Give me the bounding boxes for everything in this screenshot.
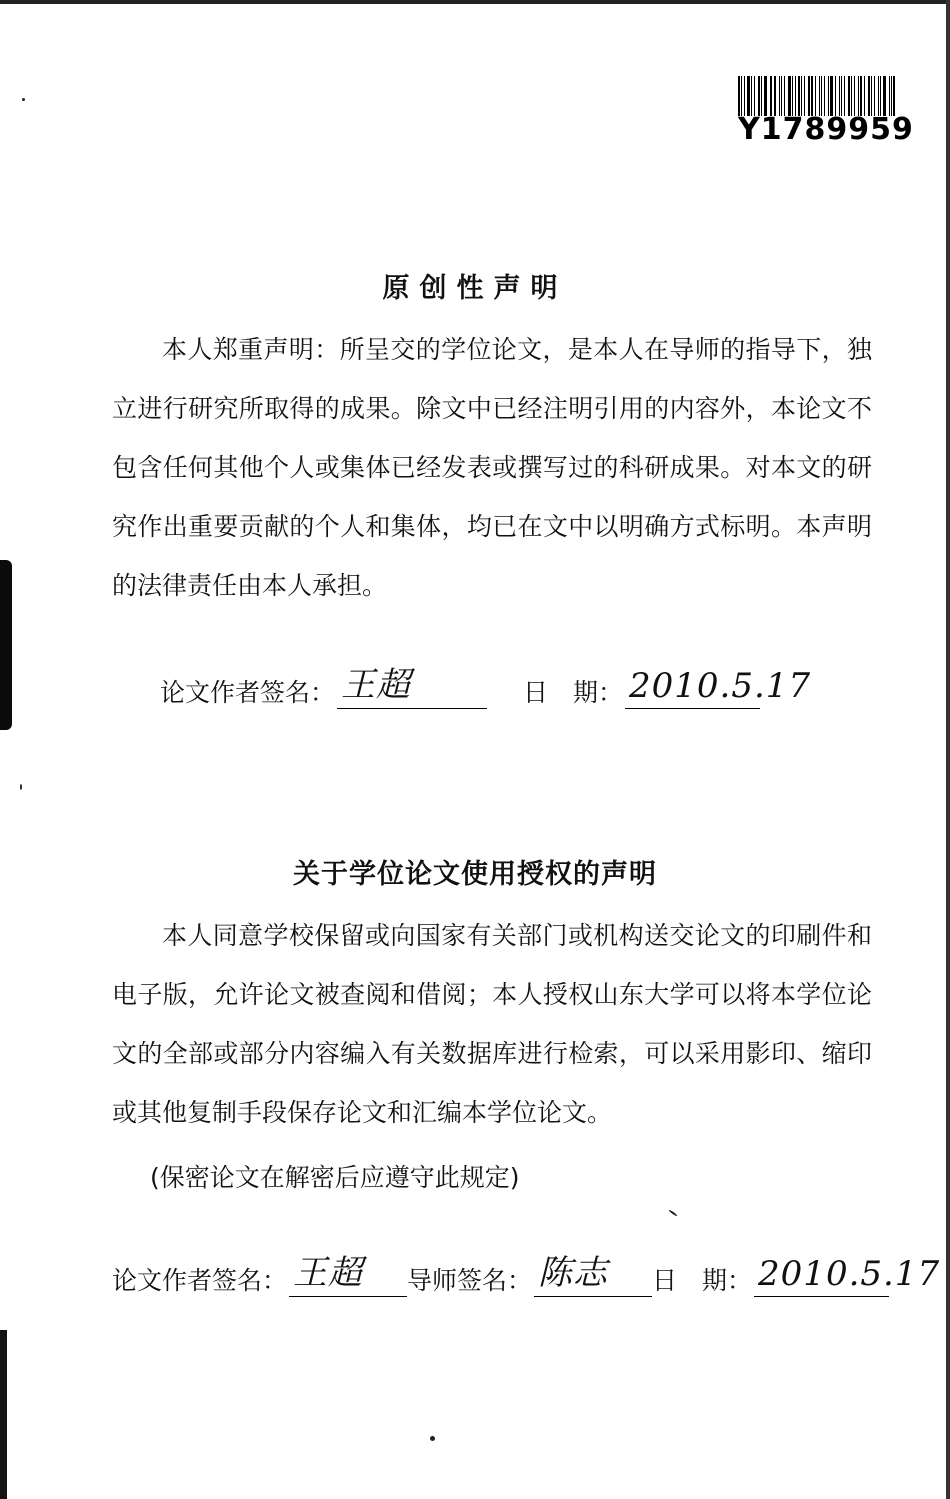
- barcode-bar: [770, 76, 771, 116]
- barcode-bar: [811, 76, 813, 116]
- advisor-sign-label: 导师签名：: [407, 1266, 533, 1295]
- barcode-bar: [761, 76, 762, 116]
- barcode-bar: [779, 76, 780, 116]
- scan-edge-top: [0, 0, 950, 4]
- barcode-bar: [781, 76, 782, 116]
- authorization-signature-row: [112, 1253, 941, 1297]
- barcode-bar: [801, 76, 802, 116]
- authorization-declaration-body: 本人同意学校保留或向国家有关部门或机构送交论文的印刷件和电子版，允许论文被查阅和借阅；本人授权山东大学可以将本学位论文的全部或部分内容编入有关数据库进行检索，可以采用影印、缩印或其他复制手段保存论文和汇编本学位论文。: [112, 921, 872, 1127]
- barcode-bar: [819, 76, 820, 116]
- barcode-bar: [860, 76, 863, 116]
- date-line: [754, 1254, 941, 1297]
- barcode-bar: [738, 76, 740, 116]
- scan-edge-right: [946, 0, 950, 1499]
- scan-speck: [20, 784, 22, 790]
- barcode-bar: [788, 76, 791, 116]
- date-value: 2010.5.17: [758, 1254, 941, 1294]
- barcode-bar: [851, 76, 853, 116]
- barcode-bar: [784, 76, 786, 116]
- advisor-signature: 陈志: [538, 1253, 609, 1293]
- barcode-bar: [878, 76, 880, 116]
- barcode-number: Y1789959: [738, 112, 914, 147]
- barcode-bar: [828, 76, 829, 116]
- barcode-bar: [744, 76, 745, 116]
- barcode-bar: [871, 76, 872, 116]
- barcode-bar: [751, 76, 752, 116]
- barcode-bar: [774, 76, 776, 116]
- author-sign-label: 论文作者签名：: [160, 678, 336, 707]
- author-signature-line: [337, 665, 487, 709]
- author-signature: 王超: [293, 1253, 364, 1293]
- scan-speck: [668, 1209, 677, 1216]
- barcode-bar: [883, 76, 886, 116]
- scan-speck: [430, 1436, 435, 1441]
- originality-signature-row: [160, 665, 812, 709]
- barcode-bar: [854, 76, 855, 116]
- date-label: 日 期：: [652, 1266, 753, 1295]
- barcode-bar: [841, 76, 842, 116]
- barcode-bar: [868, 76, 870, 116]
- barcode-bar: [864, 76, 865, 116]
- barcode-bar: [792, 76, 793, 116]
- barcode-bar: [808, 76, 811, 116]
- scan-edge-left-lower: [0, 1330, 7, 1499]
- barcode-bar: [758, 76, 760, 116]
- barcode-bar: [844, 76, 845, 116]
- barcode-bar: [764, 76, 767, 116]
- barcode-bar: [891, 76, 892, 116]
- barcode-bar: [804, 76, 805, 116]
- originality-declaration-body: 本人郑重声明：所呈交的学位论文，是本人在导师的指导下，独立进行研究所取得的成果。除文中已经注明引用的内容外，本论文不包含任何其他个人或集体已经发表或撰写过的科研成果。对本文的研究作出重要贡献的个人和集体，均已在文中以明确方式标明。本声明的法律责任由本人承担。: [112, 335, 872, 600]
- barcode-bar: [821, 76, 823, 116]
- barcode-bar: [795, 76, 796, 116]
- barcode-bar: [858, 76, 859, 116]
- author-sign-label: 论文作者签名：: [112, 1266, 288, 1295]
- advisor-signature-line: [534, 1253, 652, 1297]
- barcode-bar: [798, 76, 800, 116]
- barcode-bar: [741, 76, 742, 116]
- barcode-bar: [830, 76, 833, 116]
- scan-edge-left: [0, 560, 12, 730]
- barcode-bar: [815, 76, 816, 116]
- date-value: 2010.5.17: [629, 666, 812, 706]
- barcode-bar: [771, 76, 772, 116]
- barcode-bar: [874, 76, 875, 116]
- barcode-bar: [889, 76, 890, 116]
- barcode-bar: [893, 76, 895, 116]
- originality-declaration-title: 原创性声明: [382, 273, 568, 304]
- scan-speck: [22, 98, 25, 101]
- barcode-bar: [880, 76, 881, 116]
- author-signature: 王超: [341, 665, 412, 705]
- author-signature-line: [289, 1253, 407, 1297]
- date-label: 日 期：: [523, 678, 624, 707]
- barcode-bar: [848, 76, 850, 116]
- barcode-bar: [747, 76, 750, 116]
- barcode: [738, 68, 914, 147]
- barcode-bar: [835, 76, 836, 116]
- barcode-bar: [824, 76, 825, 116]
- barcode-bars: [738, 68, 898, 116]
- authorization-declaration-title: 关于学位论文使用授权的声明: [293, 859, 657, 890]
- barcode-bar: [839, 76, 841, 116]
- confidential-note: (保密论文在解密后应遵守此规定): [150, 1163, 520, 1192]
- barcode-bar: [754, 76, 756, 116]
- date-line: [625, 666, 812, 709]
